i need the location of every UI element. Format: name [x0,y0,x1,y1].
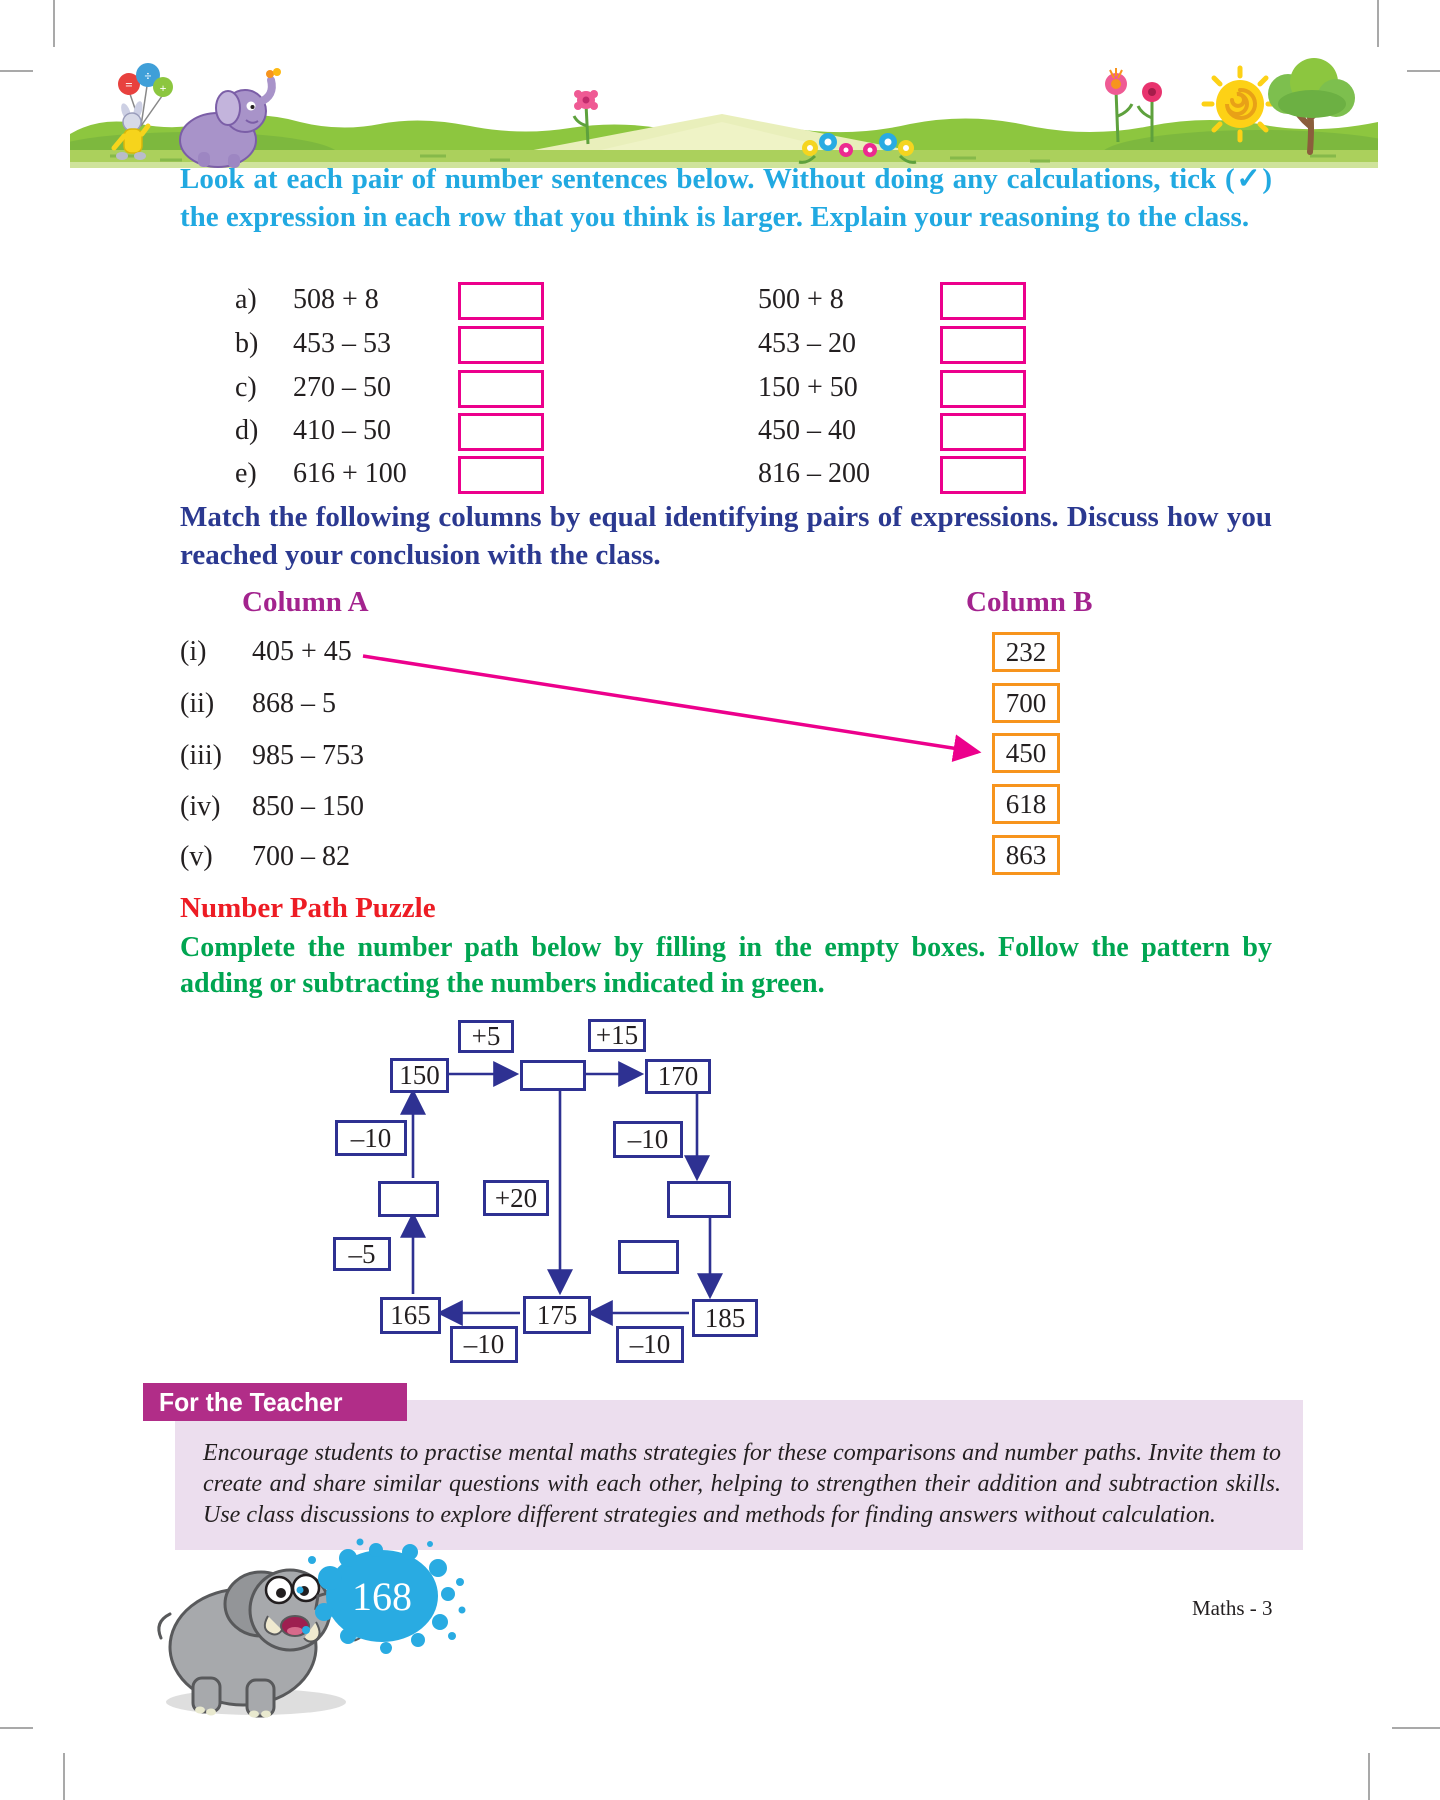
item-label: (ii) [180,688,215,719]
svg-text:=: = [125,77,133,92]
match-target-863[interactable]: 863 [992,835,1060,875]
item-label: (v) [180,841,213,872]
crop-mark [53,0,55,47]
match-target-232[interactable]: 232 [992,632,1060,672]
op-label-minus5: –5 [333,1237,391,1271]
row-label: c) [235,372,257,403]
match-item-i[interactable] [180,636,352,668]
item-expression: 405 + 45 [252,636,352,667]
left-expression: 270 – 50 [293,372,391,403]
banner-label: For the Teacher [159,1386,343,1417]
butterfly-icon [266,68,281,78]
teacher-note-panel [175,1400,1303,1550]
op-label-minus10-bottom-right: –10 [616,1326,684,1363]
item-expression: 700 – 82 [252,841,350,872]
item-label: (iv) [180,791,221,822]
right-expression: 816 – 200 [758,458,870,489]
compare-row-e [180,458,1280,496]
page-number: 168 [352,1574,412,1619]
tick-checkbox-right[interactable] [940,370,1026,408]
blank-node-left[interactable] [378,1181,439,1217]
tick-checkbox-left[interactable] [458,282,544,320]
op-label-plus20: +20 [483,1180,549,1216]
item-expression: 868 – 5 [252,688,336,719]
op-label-minus10-bottom-left: –10 [450,1326,518,1363]
match-target-700[interactable]: 700 [992,683,1060,723]
row-label: a) [235,284,257,315]
crop-mark [63,1753,65,1800]
blank-op-label[interactable] [618,1240,679,1274]
left-expression: 508 + 8 [293,284,379,315]
book-label: Maths - 3 [1192,1596,1273,1620]
right-expression: 500 + 8 [758,284,844,315]
row-label: e) [235,458,257,489]
match-item-ii[interactable] [180,688,336,720]
node-175: 175 [523,1296,591,1334]
item-label: (i) [180,636,207,667]
left-expression: 453 – 53 [293,328,391,359]
tick-checkbox-left[interactable] [458,456,544,494]
number-path-diagram [320,1010,790,1380]
blank-node-right[interactable] [667,1181,731,1218]
op-label-minus10-left: –10 [335,1120,407,1156]
drawn-match-line [340,630,1000,770]
meadow-banner-illustration [70,56,1378,168]
exercise2-instruction: Match the following columns by equal identifying pairs of expressions. Discuss how you reached your conclusion with the class. [180,501,1272,571]
tick-checkbox-right[interactable] [940,326,1026,364]
left-expression: 410 – 50 [293,415,391,446]
item-label: (iii) [180,740,222,771]
svg-text:+: + [159,81,167,95]
op-label-minus10-right: –10 [613,1121,683,1158]
op-label-plus5: +5 [458,1020,514,1053]
match-item-iii[interactable] [180,740,364,772]
crop-mark [1407,70,1440,72]
tick-checkbox-left[interactable] [458,413,544,451]
tick-checkbox-left[interactable] [458,370,544,408]
for-the-teacher-banner [143,1383,407,1421]
tick-checkbox-right[interactable] [940,456,1026,494]
puzzle-heading: Number Path Puzzle [180,892,436,924]
row-label: b) [235,328,259,359]
node-185: 185 [692,1299,758,1337]
compare-row-d [180,415,1280,453]
match-item-iv[interactable] [180,791,364,823]
crop-mark [0,70,33,72]
right-expression: 450 – 40 [758,415,856,446]
match-target-618[interactable]: 618 [992,784,1060,824]
teacher-note-text: Encourage students to practise mental maths strategies for these comparisons and number paths. Invite them to create and share similar questions with each other, helping to strengthen their addition and subtraction skills. Use class discussions to explore different strategies and methods for finding answers without calculation. [203,1440,1281,1528]
tick-checkbox-left[interactable] [458,326,544,364]
blank-node-top[interactable] [520,1060,586,1091]
row-label: d) [235,415,259,446]
tick-checkbox-right[interactable] [940,413,1026,451]
compare-row-a [180,284,1280,322]
crop-mark [1392,1727,1440,1729]
op-label-plus15: +15 [588,1019,646,1052]
compare-row-b [180,328,1280,366]
node-150: 150 [390,1058,449,1093]
node-170: 170 [645,1059,711,1094]
svg-text:÷: ÷ [144,68,152,83]
match-item-v[interactable] [180,841,350,873]
item-expression: 985 – 753 [252,740,364,771]
page-number-splash [290,1538,475,1663]
right-expression: 453 – 20 [758,328,856,359]
puzzle-instruction: Complete the number path below by filling in the empty boxes. Follow the pattern by adding or subtracting the numbers indicated in green. [180,932,1272,999]
item-expression: 850 – 150 [252,791,364,822]
column-b-header: Column B [966,586,1093,618]
column-a-header: Column A [242,586,369,618]
tick-checkbox-right[interactable] [940,282,1026,320]
match-target-450[interactable]: 450 [992,733,1060,773]
crop-mark [1368,1753,1370,1800]
crop-mark [1377,0,1379,47]
crop-mark [0,1727,33,1729]
node-165: 165 [380,1297,441,1334]
compare-row-c [180,372,1280,410]
right-expression: 150 + 50 [758,372,858,403]
left-expression: 616 + 100 [293,458,407,489]
exercise1-instruction: Look at each pair of number sentences below. Without doing any calculations, tick (✓) the expression in each row that you think is larger. Explain your reasoning to the class. [180,163,1272,233]
